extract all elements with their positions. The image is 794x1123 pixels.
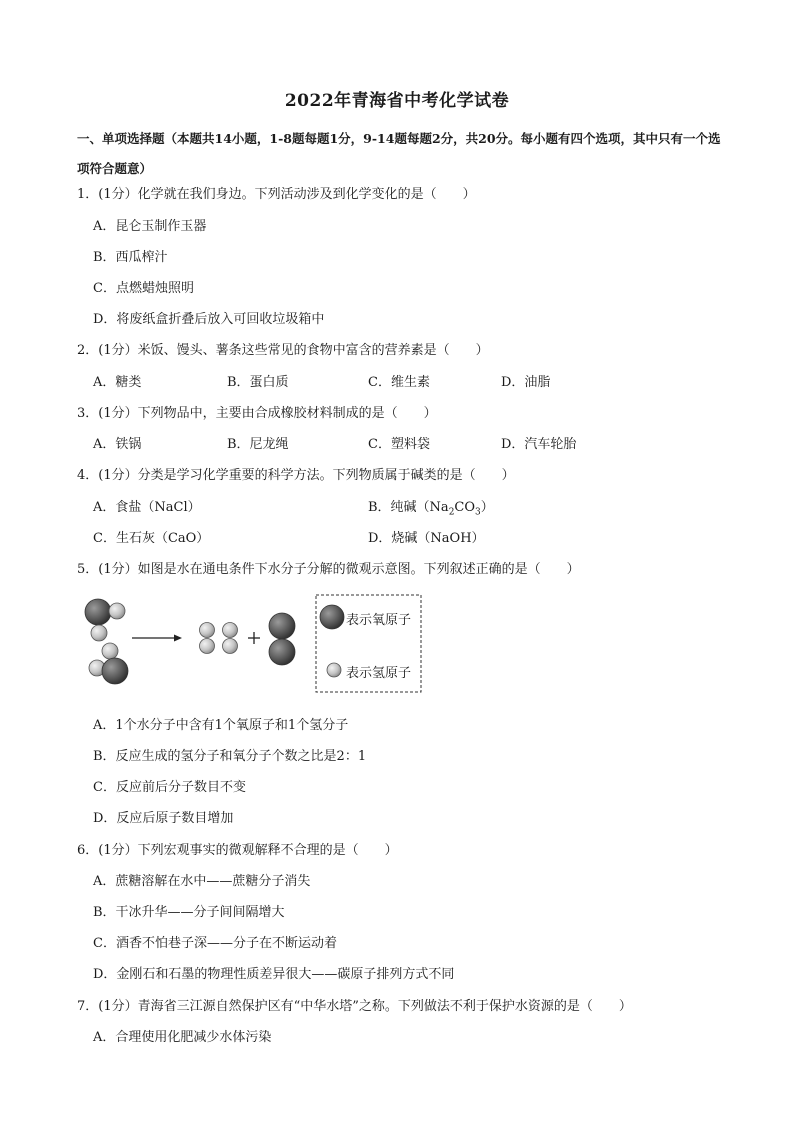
question-5-option-c: C．反应前后分子数目不变 bbox=[93, 780, 246, 795]
product-hydrogen-atom-4 bbox=[223, 639, 238, 654]
question-6-option-d: D．金刚石和石墨的物理性质差异很大——碳原子排列方式不同 bbox=[93, 967, 455, 982]
product-oxygen-atom-1 bbox=[269, 613, 295, 639]
question-2-option-a: A．糖类 bbox=[93, 375, 142, 390]
question-3-option-b: B．尼龙绳 bbox=[227, 437, 289, 452]
question-6-option-c: C．酒香不怕巷子深——分子在不断运动着 bbox=[93, 936, 337, 951]
question-5-option-b: B．反应生成的氢分子和氧分子个数之比是2：1 bbox=[93, 749, 367, 764]
water-electrolysis-diagram bbox=[77, 590, 437, 700]
reactant-hydrogen-atom-2 bbox=[91, 625, 107, 641]
product-hydrogen-atom-1 bbox=[200, 623, 215, 638]
question-3-stem: 3．(1分）下列物品中，主要由合成橡胶材料制成的是（ ） bbox=[77, 406, 437, 421]
question-4-option-b-pre: B．纯碱（Na bbox=[368, 500, 449, 515]
question-7-option-a: A．合理使用化肥减少水体污染 bbox=[93, 1030, 272, 1045]
reactant-oxygen-atom-2 bbox=[102, 658, 128, 684]
question-4-option-b-mid: CO bbox=[454, 500, 476, 515]
question-4-stem: 4．(1分）分类是学习化学重要的科学方法。下列物质属于碱类的是（ ） bbox=[77, 468, 515, 483]
question-1-option-a: A．昆仑玉制作玉器 bbox=[93, 219, 207, 234]
reactant-hydrogen-atom-4 bbox=[102, 643, 118, 659]
legend-hydrogen-label: 表示氢原子 bbox=[346, 666, 412, 681]
product-oxygen-atom-2 bbox=[269, 639, 295, 665]
question-3-option-c: C．塑料袋 bbox=[368, 437, 430, 452]
reaction-arrow-head bbox=[174, 635, 182, 642]
question-4-option-b-sub1: 2 bbox=[448, 507, 455, 518]
question-4-option-d: D．烧碱（NaOH） bbox=[368, 531, 485, 546]
question-1-option-b: B．西瓜榨汁 bbox=[93, 250, 168, 265]
reactant-hydrogen-atom-1 bbox=[109, 603, 125, 619]
page-title: 2022年青海省中考化学试卷 bbox=[284, 91, 510, 111]
question-2-stem: 2．(1分）米饭、馒头、薯条这些常见的食物中富含的营养素是（ ） bbox=[77, 343, 489, 358]
product-hydrogen-atom-2 bbox=[200, 639, 215, 654]
question-1-stem: 1．(1分）化学就在我们身边。下列活动涉及到化学变化的是（ ） bbox=[77, 187, 476, 202]
question-3-option-a: A．铁锅 bbox=[93, 437, 142, 452]
question-4-option-b-sub2: 3 bbox=[475, 507, 481, 518]
question-2-option-b: B．蛋白质 bbox=[227, 375, 289, 390]
section-heading: 一、单项选择题（本题共14小题，1-8题每题1分，9-14题每题2分，共20分。每小题有四个选项，其中只有一个选项符合题意） bbox=[77, 131, 721, 176]
question-4-option-b-post: ） bbox=[480, 500, 494, 515]
question-6-option-b: B．干冰升华——分子间间隔增大 bbox=[93, 905, 285, 920]
question-5-stem: 5．(1分）如图是水在通电条件下水分子分解的微观示意图。下列叙述正确的是（ ） bbox=[77, 562, 580, 577]
question-2-option-d: D．油脂 bbox=[501, 375, 551, 390]
question-1-option-d: D．将废纸盒折叠后放入可回收垃圾箱中 bbox=[93, 312, 325, 327]
question-1-option-c: C．点燃蜡烛照明 bbox=[93, 281, 194, 296]
question-2-option-c: C．维生素 bbox=[368, 375, 430, 390]
question-4-option-c: C．生石灰（CaO） bbox=[93, 531, 210, 546]
legend-oxygen-label: 表示氧原子 bbox=[346, 613, 412, 628]
question-5-option-a: A．1个水分子中含有1个氧原子和1个氢分子 bbox=[93, 718, 349, 733]
reactant-oxygen-atom-1 bbox=[85, 599, 111, 625]
question-4-option-a: A．食盐（NaCl） bbox=[93, 500, 201, 515]
question-5-option-d: D．反应后原子数目增加 bbox=[93, 811, 234, 826]
legend-oxygen-atom-icon bbox=[320, 605, 344, 629]
question-7-stem: 7．(1分）青海省三江源自然保护区有“中华水塔”之称。下列做法不利于保护水资源的是（ ） bbox=[77, 999, 632, 1014]
question-4-option-b bbox=[368, 499, 494, 522]
legend-hydrogen-atom-icon bbox=[327, 663, 341, 677]
molecule-diagram-svg bbox=[77, 590, 437, 700]
question-6-stem: 6．(1分）下列宏观事实的微观解释不合理的是（ ） bbox=[77, 843, 398, 858]
question-3-option-d: D．汽车轮胎 bbox=[501, 437, 577, 452]
question-6-option-a: A．蔗糖溶解在水中——蔗糖分子消失 bbox=[93, 874, 311, 889]
product-hydrogen-atom-3 bbox=[223, 623, 238, 638]
